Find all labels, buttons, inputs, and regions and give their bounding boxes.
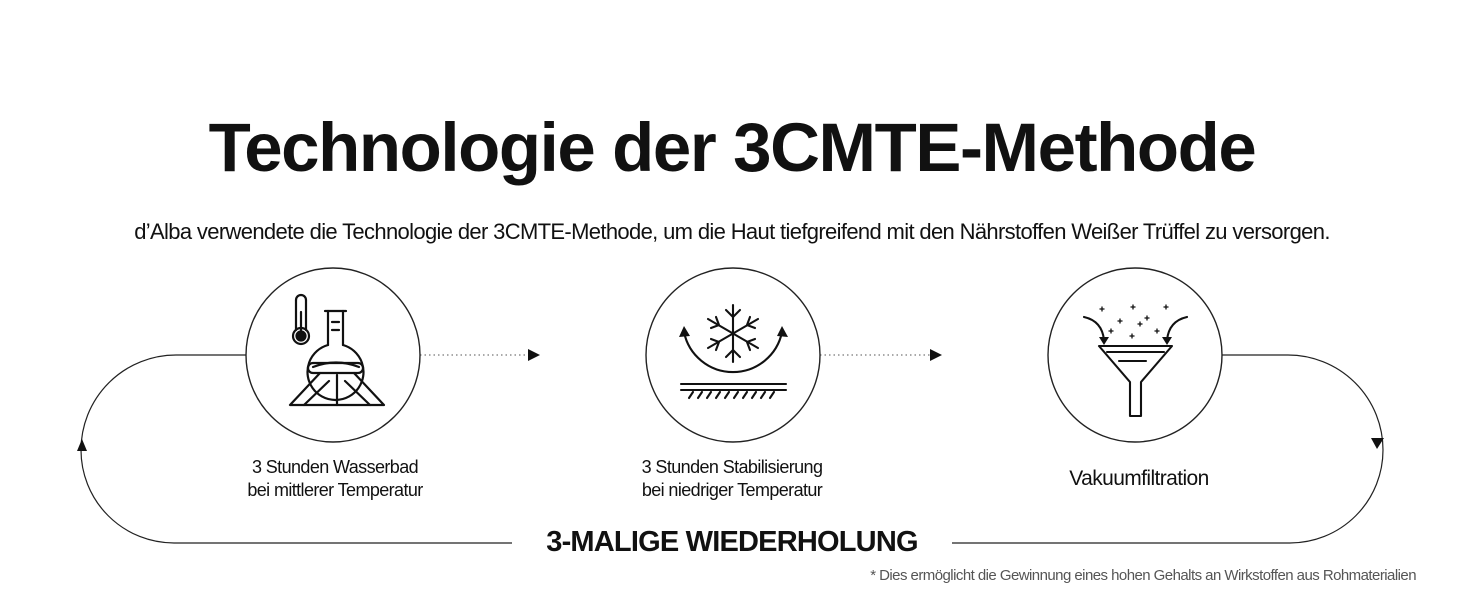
- step-2-label: [582, 456, 882, 502]
- step-connector-1: [420, 349, 540, 361]
- step-1-label: [185, 456, 485, 502]
- repeat-loop-label: 3-MALIGE WIEDERHOLUNG: [512, 524, 952, 560]
- arrow-right-icon: [930, 349, 942, 361]
- step-circle-vacuum-filtration: [1048, 268, 1222, 442]
- loop-arrow-up-icon: [77, 439, 87, 451]
- step-1-label-line-1: 3 Stunden Wasserbad: [251, 457, 419, 477]
- footnote: * Dies ermöglicht die Gewinnung eines hohen Gehalts an Wirkstoffen aus Rohmaterialien: [870, 567, 1416, 584]
- arrow-right-icon: [528, 349, 540, 361]
- step-2-label-line-2: bei niedriger Temperatur: [641, 480, 823, 500]
- step-connector-2: [820, 349, 942, 361]
- step-3-label: [989, 467, 1289, 490]
- loop-arrow-down-icon: [1371, 438, 1384, 449]
- step-3-label-line-1: Vakuumfiltration: [1069, 467, 1209, 490]
- page-title: Technologie der 3CMTE-Methode: [208, 109, 1256, 186]
- step-circle-water-bath: [246, 268, 420, 442]
- step-1-label-line-2: bei mittlerer Temperatur: [247, 480, 423, 500]
- step-2-label-line-1: 3 Stunden Stabilisierung: [641, 457, 823, 477]
- step-circle-stabilization: [646, 268, 820, 442]
- page-subtitle: d’Alba verwendete die Technologie der 3CMTE-Methode, um die Haut tiefgreifend mit den Nährstoffen Weißer Trüffel zu versorgen.: [134, 219, 1330, 244]
